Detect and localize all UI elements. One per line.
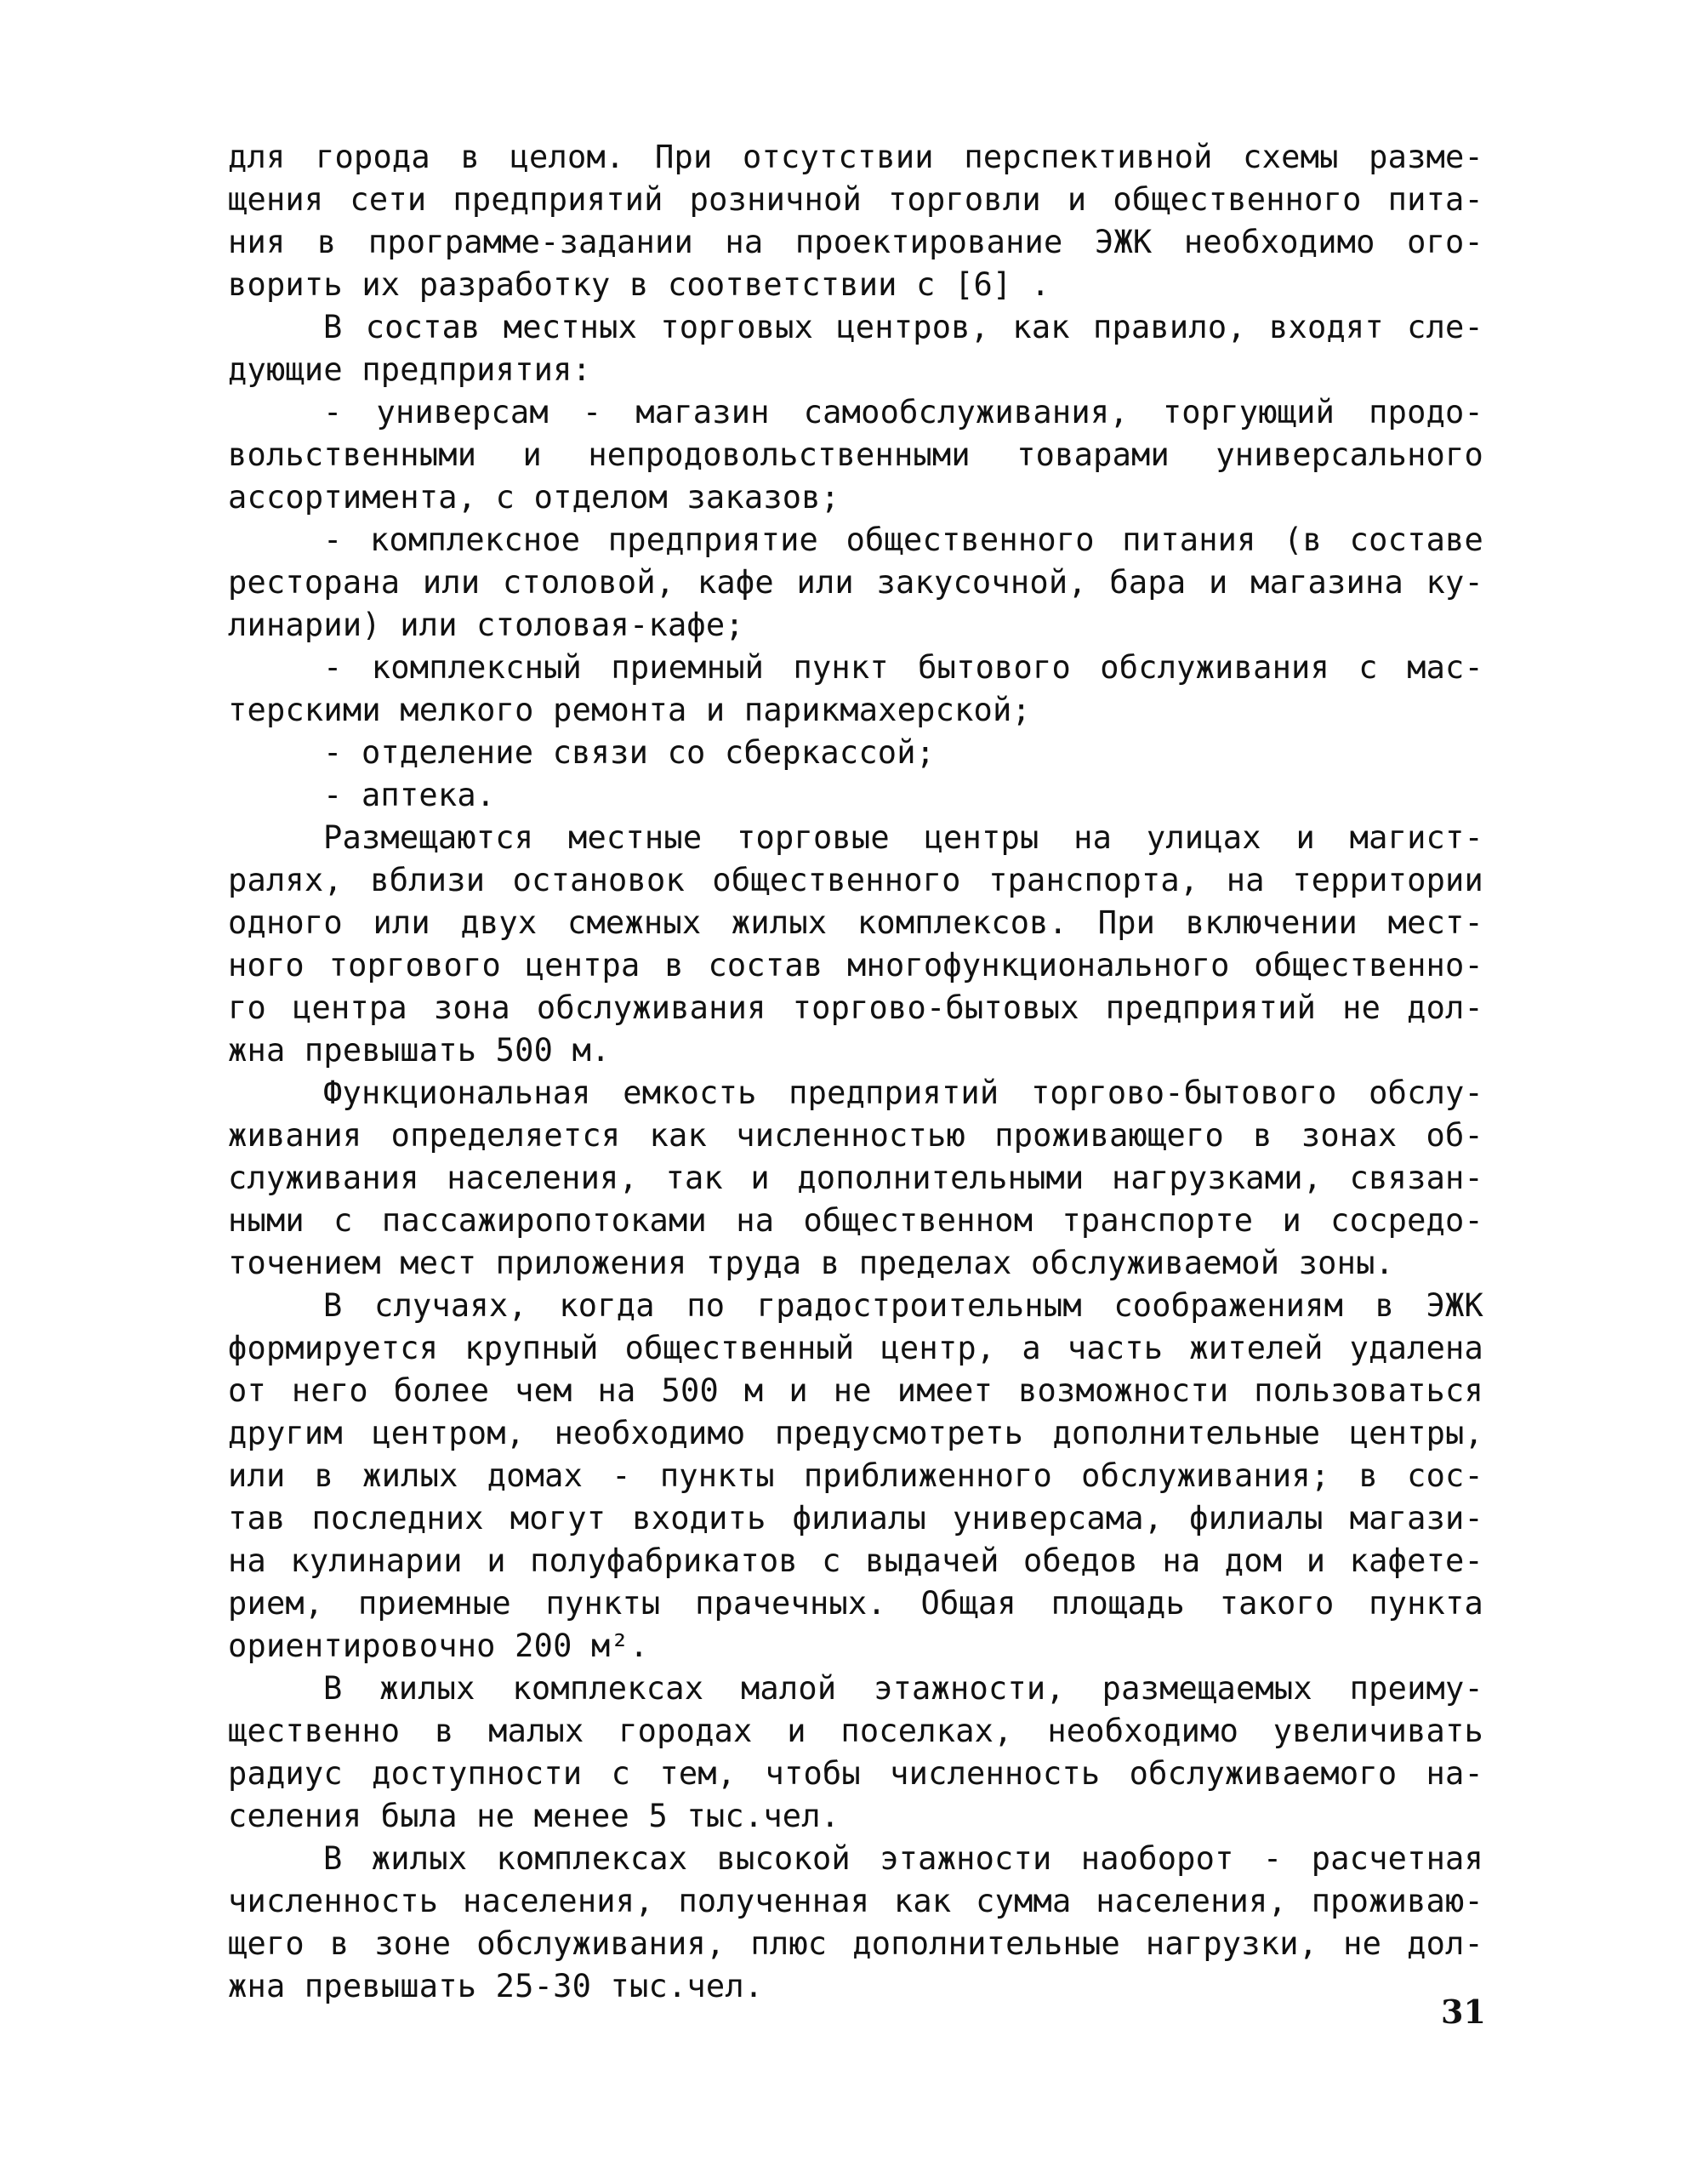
- paragraph-low-rise: [228, 1668, 1483, 1838]
- text-line: для города в целом. При отсутствии перспективной схемы разме-: [228, 139, 1483, 175]
- text-line: В случаях, когда по градостроительным соображениям в ЭЖК: [323, 1287, 1483, 1324]
- text-line: другим центром, необходимо предусмотреть дополнительные центры,: [228, 1415, 1483, 1451]
- text-line: служивания населения, так и дополнительными нагрузками, связан-: [228, 1160, 1483, 1196]
- text-line: В жилых комплексах высокой этажности наоборот - расчетная: [323, 1840, 1483, 1877]
- paragraph-capacity: [228, 1072, 1483, 1285]
- paragraph-intro-continuation: [228, 136, 1483, 306]
- list-item-pharmacy: [228, 774, 1483, 817]
- text-line: Функциональная емкость предприятий торгово-бытового обслу-: [323, 1075, 1483, 1111]
- text-line: точением мест приложения труда в пределах обслуживаемой зоны.: [228, 1245, 1395, 1281]
- page-body: [228, 136, 1483, 2008]
- paragraph-high-rise: [228, 1838, 1483, 2008]
- text-line: радиус доступности с тем, чтобы численность обслуживаемого на-: [228, 1755, 1483, 1792]
- text-line: тав последних могут входить филиалы универсама, филиалы магази-: [228, 1500, 1483, 1537]
- text-line: - отделение связи со сберкассой;: [323, 734, 936, 771]
- text-line: или в жилых домах - пункты приближенного обслуживания; в сос-: [228, 1457, 1483, 1494]
- text-line: В состав местных торговых центров, как правило, входят сле-: [323, 309, 1483, 345]
- paragraph-placement: [228, 817, 1483, 1072]
- list-item-catering: [228, 519, 1483, 647]
- text-line: терскими мелкого ремонта и парикмахерской;: [228, 692, 1031, 728]
- text-line: формируется крупный общественный центр, а часть жителей удалена: [228, 1330, 1483, 1366]
- text-line: го центра зона обслуживания торгово-бытовых предприятий не дол-: [228, 989, 1483, 1026]
- text-line: рием, приемные пункты прачечных. Общая площадь такого пункта: [228, 1585, 1483, 1622]
- text-line: одного или двух смежных жилых комплексов. При включении мест-: [228, 904, 1483, 941]
- text-line: ворить их разработку в соответствии с [6] .: [228, 266, 1050, 303]
- text-line: вольственными и непродовольственными товарами универсального: [228, 436, 1483, 473]
- text-line: щения сети предприятий розничной торговли и общественного пита-: [228, 181, 1483, 218]
- text-line: ного торгового центра в состав многофункционального общественно-: [228, 947, 1483, 984]
- text-line: - комплексное предприятие общественного питания (в составе: [323, 522, 1483, 558]
- text-line: ресторана или столовой, кафе или закусочной, бара и магазина ку-: [228, 564, 1483, 601]
- list-item-supermarket: [228, 391, 1483, 519]
- text-line: живания определяется как численностью проживающего в зонах об-: [228, 1117, 1483, 1154]
- text-line: дующие предприятия:: [228, 351, 592, 388]
- text-line: - комплексный приемный пункт бытового обслуживания с мас-: [323, 649, 1483, 686]
- text-line: ралях, вблизи остановок общественного транспорта, на территории: [228, 862, 1483, 898]
- list-item-post-office: [228, 732, 1483, 774]
- list-item-consumer-services: [228, 647, 1483, 732]
- text-line: численность населения, полученная как сумма населения, проживаю-: [228, 1883, 1483, 1919]
- text-line: ными с пассажиропотоками на общественном транспорте и сосредо-: [228, 1202, 1483, 1239]
- text-line: селения была не менее 5 тыс.чел.: [228, 1798, 840, 1834]
- text-line: ассортимента, с отделом заказов;: [228, 479, 840, 516]
- text-line: - универсам - магазин самообслуживания, торгующий продо-: [323, 394, 1483, 430]
- paragraph-local-centers: [228, 306, 1483, 391]
- text-line: на кулинарии и полуфабрикатов с выдачей обедов на дом и кафете-: [228, 1542, 1483, 1579]
- text-line: Размещаются местные торговые центры на улицах и магист-: [323, 819, 1483, 856]
- text-line: от него более чем на 500 м и не имеет возможности пользоваться: [228, 1372, 1483, 1409]
- text-line: В жилых комплексах малой этажности, размещаемых преиму-: [323, 1670, 1483, 1707]
- page-number: 31: [1441, 1993, 1486, 2031]
- paragraph-additional-centers: [228, 1285, 1483, 1668]
- text-line: щего в зоне обслуживания, плюс дополнительные нагрузки, не дол-: [228, 1925, 1483, 1962]
- text-line: жна превышать 25-30 тыс.чел.: [228, 1968, 764, 2004]
- text-line: щественно в малых городах и поселках, необходимо увеличивать: [228, 1713, 1483, 1749]
- text-line: ориентировочно 200 м².: [228, 1628, 649, 1664]
- text-line: линарии) или столовая-кафе;: [228, 607, 744, 643]
- text-line: жна превышать 500 м.: [228, 1032, 611, 1069]
- text-line: - аптека.: [323, 777, 496, 813]
- text-line: ния в программе-задании на проектирование ЭЖК необходимо ого-: [228, 224, 1483, 260]
